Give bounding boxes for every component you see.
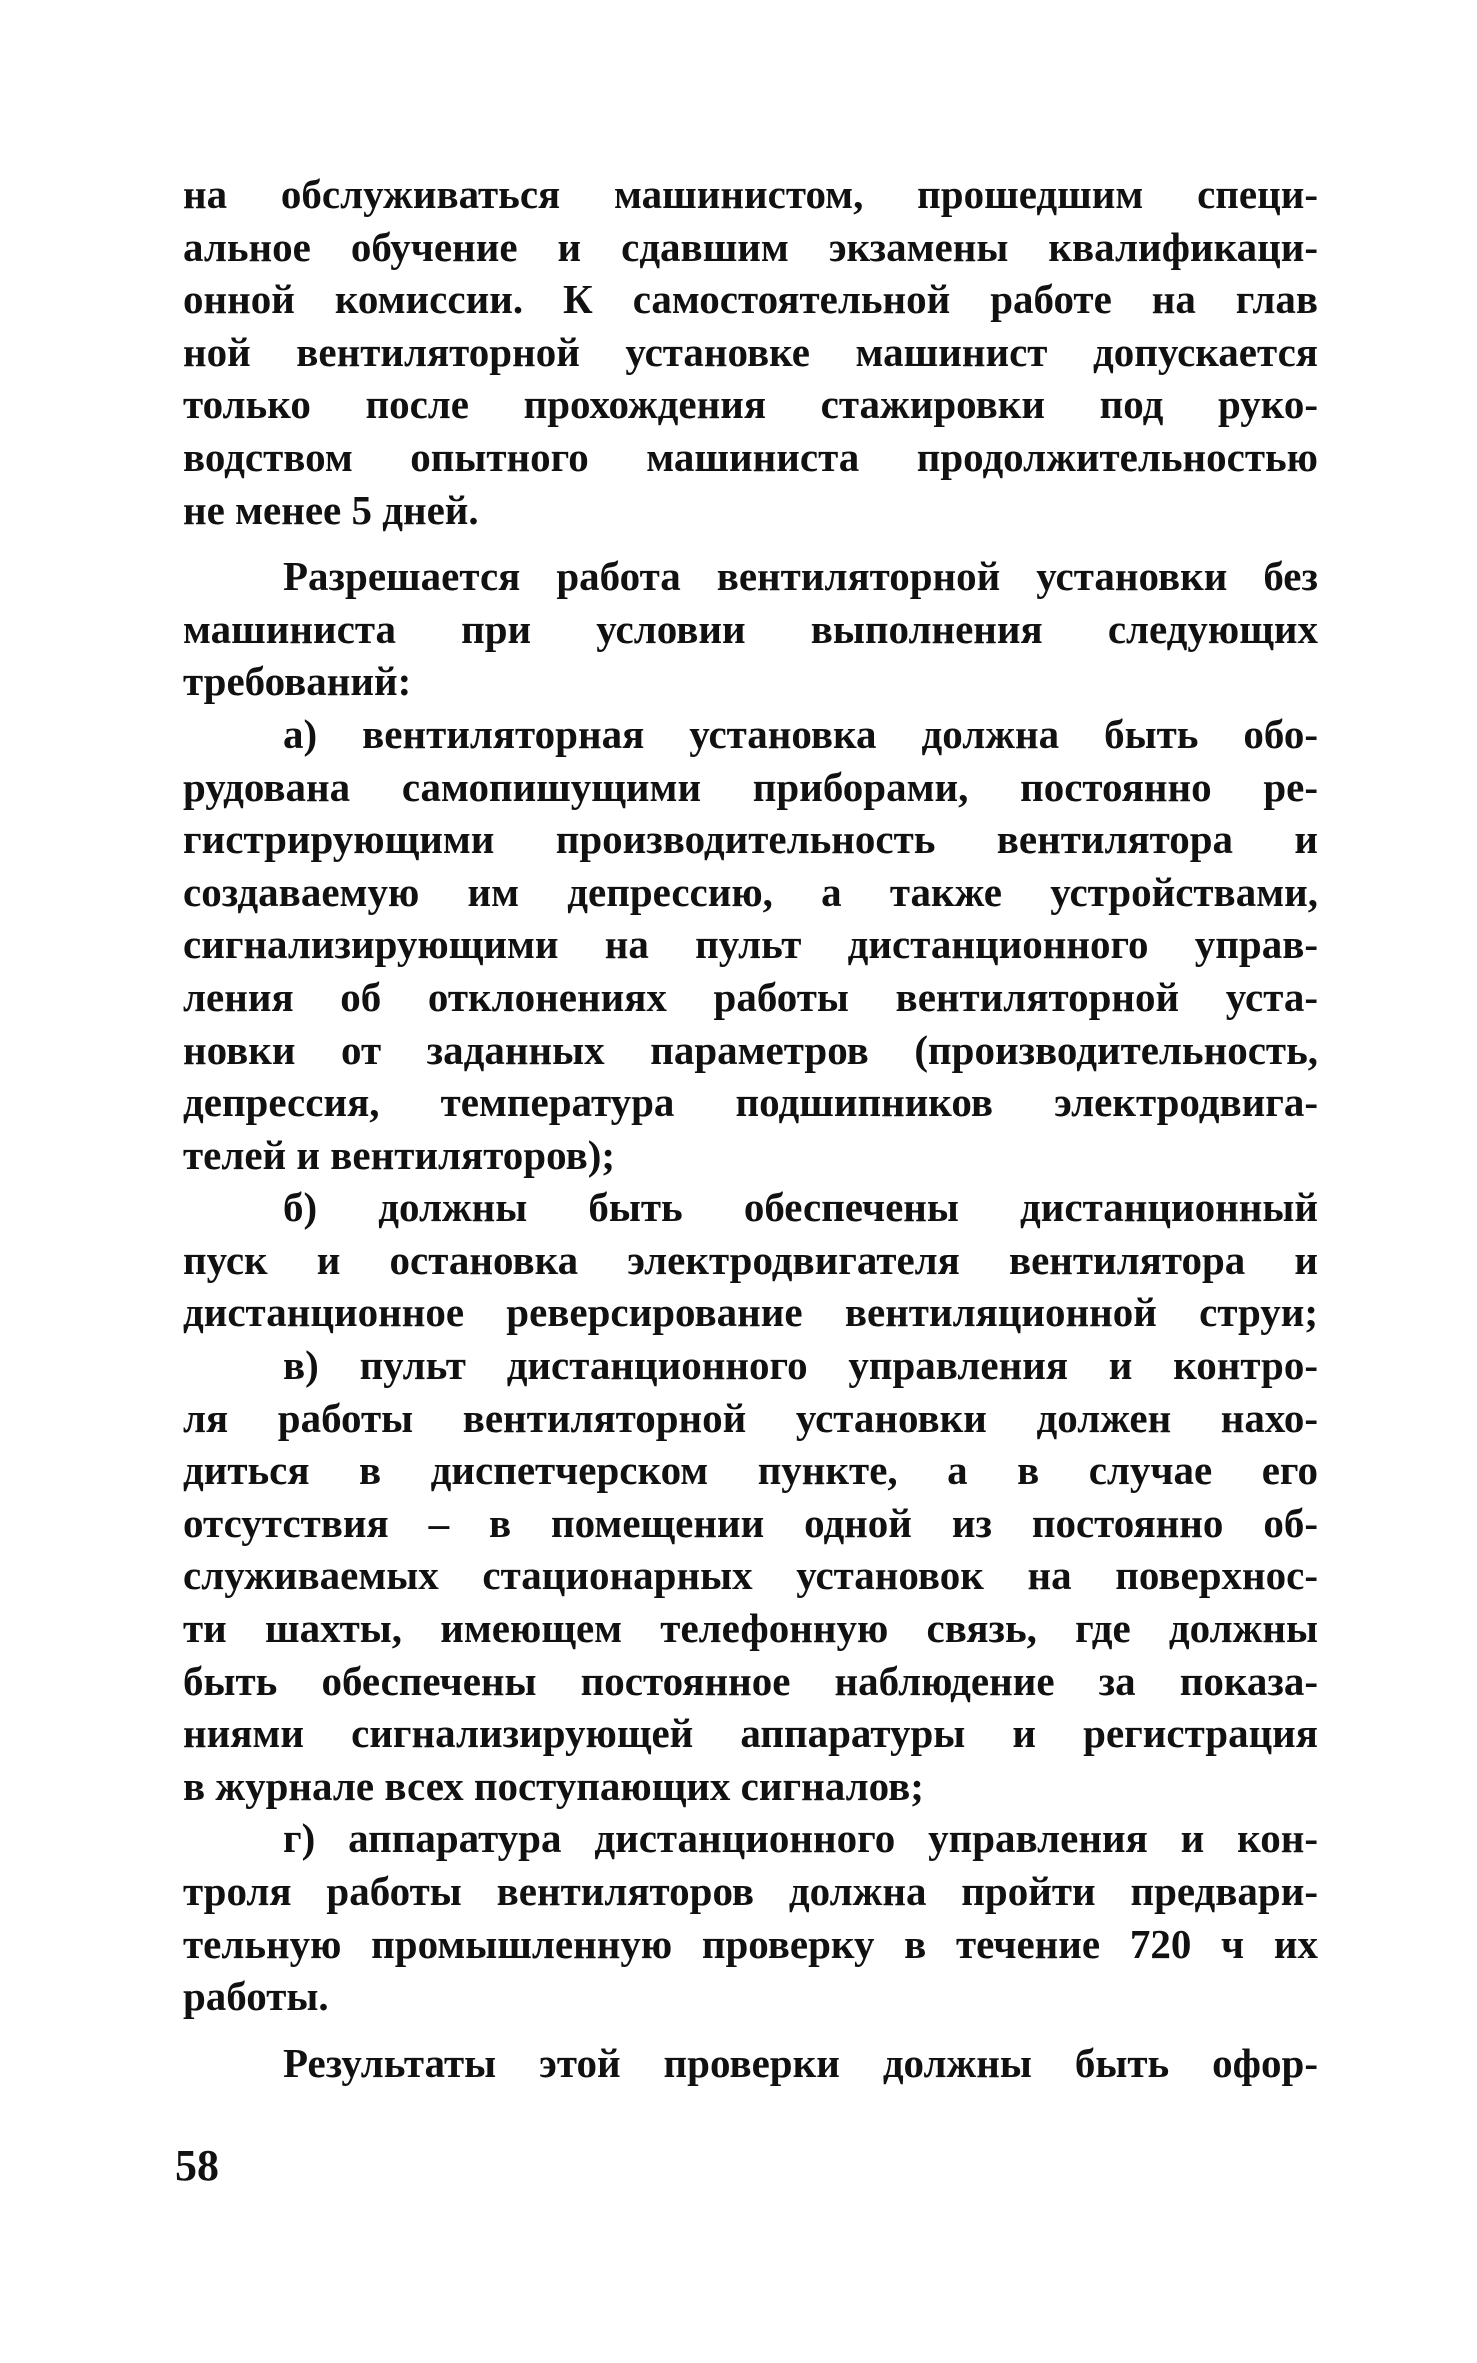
text-line: онной комиссии. К самостоятельной работе на глав xyxy=(183,276,1318,323)
paragraph-first-line: Разрешается работа вентиляторной установки без xyxy=(283,553,1318,600)
text-line: служиваемых стационарных установок на поверхнос- xyxy=(183,1552,1318,1599)
text-line: ниями сигнализирующей аппаратуры и регистрация xyxy=(183,1710,1318,1757)
text-line: только после прохождения стажировки под руко- xyxy=(183,381,1318,428)
text-line: диться в диспетчерском пункте, а в случае его xyxy=(183,1447,1318,1494)
text-line: отсутствия – в помещении одной из постоянно об- xyxy=(183,1499,1318,1546)
list-item-a: а) вентиляторная установка должна быть обо- xyxy=(283,710,1318,757)
paragraph-first-line: Результаты этой проверки должны быть офор- xyxy=(283,2039,1318,2086)
text-line: требований: xyxy=(183,658,412,705)
text-line: машиниста при условии выполнения следующих xyxy=(183,605,1318,652)
list-item-c: в) пульт дистанционного управления и контро- xyxy=(283,1342,1318,1389)
text-line: гистрирующими производительность вентилятора и xyxy=(183,816,1318,863)
text-line: быть обеспечены постоянное наблюдение за показа- xyxy=(183,1657,1318,1704)
text-line: создаваемую им депрессию, а также устройствами, xyxy=(183,868,1318,915)
text-line: ления об отклонениях работы вентиляторной уста- xyxy=(183,973,1318,1020)
text-line: новки от заданных параметров (производительность, xyxy=(183,1026,1318,1073)
text-line: пуск и остановка электродвигателя вентилятора и xyxy=(183,1236,1318,1283)
text-line: депрессия, температура подшипников электродвига- xyxy=(183,1079,1318,1126)
text-line: альное обучение и сдавшим экзамены квалификаци- xyxy=(183,223,1318,270)
text-line: на обслуживаться машинистом, прошедшим специ- xyxy=(183,171,1318,217)
text-line: ной вентиляторной установке машинист допускается xyxy=(183,328,1318,375)
text-line: сигнализирующими на пульт дистанционного управ- xyxy=(183,921,1318,968)
list-item-d: г) аппаратура дистанционного управления и кон- xyxy=(283,1815,1318,1862)
text-line: не менее 5 дней. xyxy=(183,486,479,533)
text-line: работы. xyxy=(183,1973,329,2020)
text-line: троля работы вентиляторов должна пройти предвари- xyxy=(183,1868,1318,1914)
text-line: ля работы вентиляторной установки должен нахо- xyxy=(183,1394,1318,1441)
text-line: ти шахты, имеющем телефонную связь, где должны xyxy=(183,1605,1318,1652)
text-line: телей и вентиляторов); xyxy=(183,1131,616,1178)
text-line: водством опытного машиниста продолжительностью xyxy=(183,433,1318,480)
text-line: тельную промышленную проверку в течение 720 ч их xyxy=(183,1920,1318,1967)
page-number: 58 xyxy=(175,2141,219,2190)
text-line: рудована самопишущими приборами, постоянно ре- xyxy=(183,763,1318,810)
text-line: дистанционное реверсирование вентиляционной струи; xyxy=(183,1289,1318,1336)
list-item-b: б) должны быть обеспечены дистанционный xyxy=(283,1184,1318,1231)
text-line: в журнале всех поступающих сигналов; xyxy=(183,1762,924,1809)
body-text xyxy=(183,168,1318,2089)
